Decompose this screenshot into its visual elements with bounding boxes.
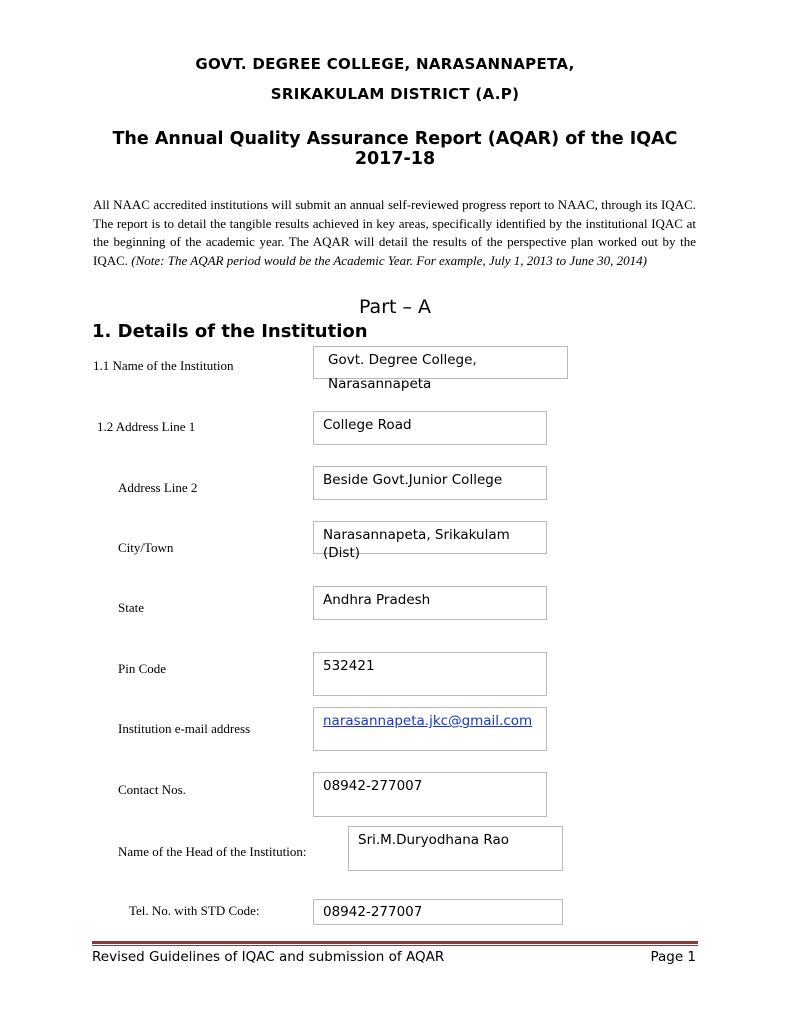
name-label: 1.1 Name of the Institution bbox=[93, 358, 234, 373]
head-name-field[interactable] bbox=[348, 826, 563, 871]
pin-code-value: 532421 bbox=[323, 658, 375, 674]
pin-label: Pin Code bbox=[118, 661, 167, 676]
pin-code-field[interactable] bbox=[313, 652, 547, 696]
page-number: Page 1 bbox=[650, 949, 696, 965]
footer-rule-thin bbox=[92, 945, 698, 946]
part-heading: Part – A bbox=[358, 296, 432, 318]
footer-text: Revised Guidelines of IQAC and submission of AQAR bbox=[92, 949, 445, 965]
email-label: Institution e-mail address bbox=[118, 721, 251, 736]
institution-name-field[interactable] bbox=[313, 346, 568, 392]
institution-name-value: Govt. Degree College, Narasannapeta bbox=[328, 352, 477, 392]
intro-text: All NAAC accredited institutions will submit an annual self-reviewed progress report to NAAC, through its IQAC. The report is to detail the tangible results achieved in key areas, specifically identified by the institutional IQAC at the beginning of the academic year. The AQAR will detail the results of the perspective plan worked out by the IQAC. bbox=[93, 197, 696, 269]
report-title-year: 2017-18 bbox=[354, 149, 436, 169]
state-value: Andhra Pradesh bbox=[323, 592, 431, 608]
address1-label: 1.2 Address Line 1 bbox=[97, 419, 196, 434]
email-link[interactable]: narasannapeta.jkc@gmail.com bbox=[323, 713, 533, 729]
footer-rule-thick bbox=[92, 941, 698, 944]
address-line2-field[interactable] bbox=[313, 466, 547, 500]
address-line1-value: College Road bbox=[323, 417, 412, 433]
contact-label: Contact Nos. bbox=[118, 782, 186, 797]
address2-label: Address Line 2 bbox=[118, 480, 198, 495]
head-name-value: Sri.M.Duryodhana Rao bbox=[358, 832, 509, 848]
tel-label: Tel. No. with STD Code: bbox=[129, 903, 260, 918]
email-field[interactable] bbox=[313, 707, 547, 751]
tel-number-field[interactable] bbox=[313, 899, 563, 925]
address-line1-field[interactable] bbox=[313, 411, 547, 445]
tel-number-value: 08942-277007 bbox=[323, 904, 423, 920]
state-label: State bbox=[118, 600, 144, 615]
contact-number-field[interactable] bbox=[313, 772, 547, 817]
report-title bbox=[92, 129, 698, 169]
state-field[interactable] bbox=[313, 586, 547, 620]
city-field[interactable] bbox=[313, 521, 547, 561]
section-heading: 1. Details of the Institution bbox=[92, 321, 368, 342]
head-label: Name of the Head of the Institution: bbox=[118, 844, 307, 859]
intro-paragraph bbox=[93, 196, 696, 271]
city-label: City/Town bbox=[118, 540, 174, 555]
address-line2-value: Beside Govt.Junior College bbox=[323, 472, 503, 488]
report-title-line1: The Annual Quality Assurance Report (AQAR) of the IQAC bbox=[112, 129, 678, 149]
intro-note: (Note: The AQAR period would be the Academic Year. For example, July 1, 2013 to June 30, 2014) bbox=[131, 253, 647, 269]
college-name-heading: GOVT. DEGREE COLLEGE, NARASANNAPETA, bbox=[195, 55, 575, 73]
city-value: Narasannapeta, Srikakulam (Dist) bbox=[323, 527, 510, 561]
district-heading: SRIKAKULAM DISTRICT (A.P) bbox=[270, 85, 520, 103]
contact-number-value: 08942-277007 bbox=[323, 778, 423, 794]
